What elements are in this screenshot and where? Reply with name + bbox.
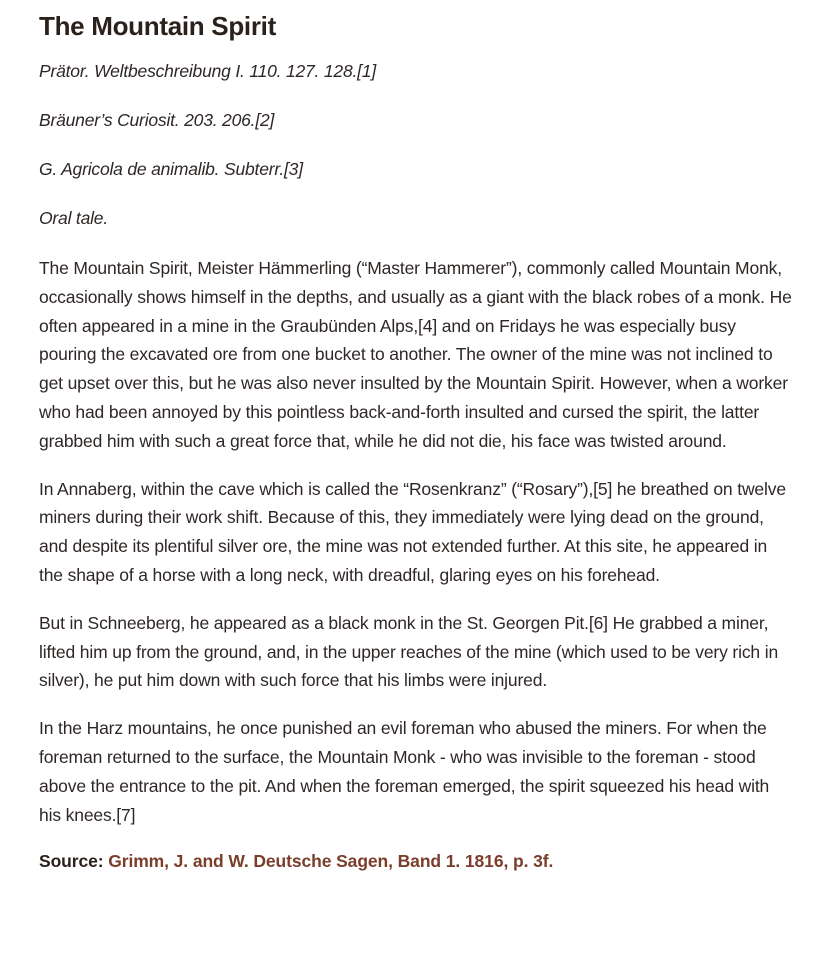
source-line [39,848,793,874]
body-paragraph: But in Schneeberg, he appeared as a black monk in the St. Georgen Pit.[6] He grabbed a miner, lifted him up from the ground, and, in the upper reaches of the mine (which used to be very rich in silver), he put him down with such force that his limbs were injured. [39,612,779,691]
body-paragraph: In Annaberg, within the cave which is called the “Rosenkranz” (“Rosary”),[5] he breathed on twelve miners during their work shift. Because of this, they immediately were lying dead on the ground, and despite its plentiful silver ore, the mine was not extended further. At this site, he appeared in the shape of a horse with a long neck, with dreadful, glaring eyes on his forehead. [39,478,786,585]
citation-item: Prätor. Weltbeschreibung I. 110. 127. 128.[1] [39,61,377,81]
source-link[interactable]: Grimm, J. and W. Deutsche Sagen, Band 1. 1816, p. 3f. [108,851,554,872]
body-paragraph: In the Harz mountains, he once punished an evil foreman who abused the miners. For when the foreman returned to the surface, the Mountain Monk - who was invisible to the foreman - stood above the entrance to the pit. And when the foreman emerged, the spirit squeezed his head with his knees.[7] [39,718,770,825]
citation-item: Bräuner’s Curiosit. 203. 206.[2] [39,110,275,130]
citation-list [39,58,793,231]
citation-item: Oral tale. [39,208,108,228]
article-body [39,254,793,829]
citation-item: G. Agricola de animalib. Subterr.[3] [39,159,303,179]
body-paragraph: The Mountain Spirit, Meister Hämmerling (“Master Hammerer”), commonly called Mountain Monk, occasionally shows himself in the depths, and usually as a giant with the black robes of a monk. He often appeared in a mine in the Graubünden Alps,[4] and on Fridays he was especially busy pouring the excavated ore from one bucket to another. The owner of the mine was not inclined to get upset over this, but he was also never insulted by the Mountain Spirit. However, when a worker who had been annoyed by this pointless back-and-forth insulted and cursed the spirit, the latter grabbed him with such a great force that, while he did not die, his face was twisted around. [39,258,792,451]
source-label: Source: [39,851,104,872]
page-title: The Mountain Spirit [39,11,276,41]
